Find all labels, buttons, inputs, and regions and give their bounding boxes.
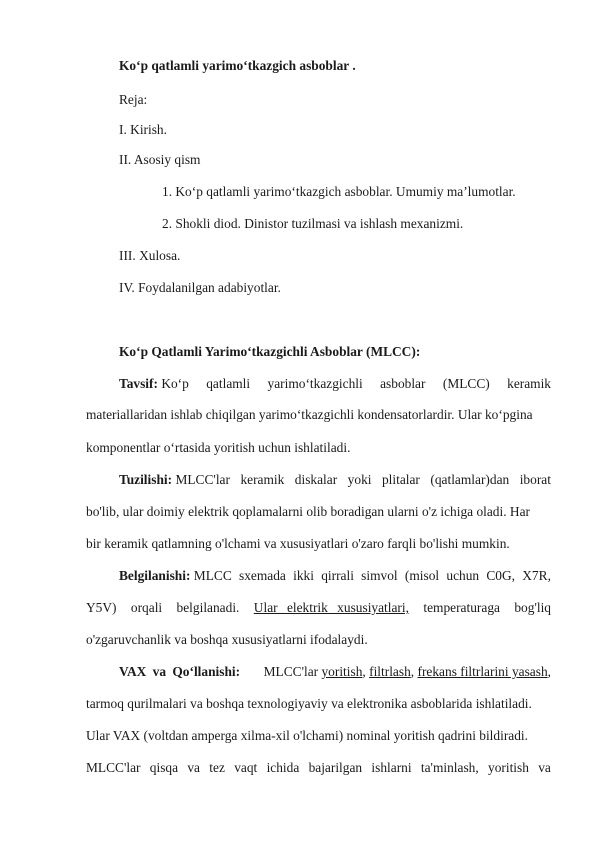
tavsif-label-and-word [119, 376, 189, 392]
belgilanishi-label-and-word [119, 568, 232, 584]
hyperlink-frekans-filtrlarini-yasash[interactable]: frekans filtrlarini yasash [417, 664, 548, 679]
vax-label: VAX va Qo‘llanishi: [119, 664, 241, 679]
word: qisqa [149, 760, 179, 775]
word: ikki [293, 568, 314, 583]
tavsif-line: materiallaridan ishlab chiqilgan yarimo‘tkazgichli kondensatorlardir. Ular ko‘pgina [86, 407, 533, 422]
word: temperaturaga [423, 600, 500, 615]
hyperlink-elektrik-xususiyatlari[interactable]: Ular elektrik xususiyatlari, [253, 600, 409, 615]
word: C0G, [486, 568, 516, 583]
word: yoki [347, 472, 372, 487]
hyperlink-filtrlash[interactable]: filtrlash [369, 664, 411, 679]
plan-item: II. Asosiy qism [119, 152, 201, 167]
word: asboblar [380, 376, 426, 391]
word: belgilanadi. [176, 600, 240, 615]
word: MLCC'lar [175, 472, 230, 487]
word: (MLCC) [442, 376, 490, 391]
word: Y5V) [86, 600, 117, 615]
word: orqali [130, 600, 163, 615]
word: yoritish [488, 760, 529, 775]
belgilanishi-paragraph-line [86, 600, 551, 616]
word: (misol [404, 568, 440, 583]
word: va [187, 760, 200, 775]
word: va [538, 760, 551, 775]
word: X7R, [522, 568, 551, 583]
plan-subitem: 1. Ko‘p qatlamli yarimo‘tkazgich asboblar. Umumiy ma’lumotlar. [162, 184, 516, 199]
belgilanishi-line: o'zgaruvchanlik va boshqa xususiyatlarni ifodalaydi. [86, 632, 368, 647]
tuzilishi-label-and-word [119, 472, 230, 488]
comma: , [362, 664, 366, 679]
word: ichida [266, 760, 300, 775]
word: MLCC'lar [86, 760, 141, 775]
belgilanishi-label: Belgilanishi: [119, 568, 191, 583]
plan-item: IV. Foydalanilgan adabiyotlar. [119, 280, 281, 295]
word: uchun [446, 568, 480, 583]
vax-line: Ular VAX (voltdan amperga xilma-xil o'lchami) nominal yoritish qadrini bildiradi. [86, 728, 528, 743]
word: ta'minlash, [420, 760, 479, 775]
word: yarimo‘tkazgichli [267, 376, 363, 391]
word: qirrali [321, 568, 354, 583]
word: ishlarni [371, 760, 412, 775]
word: Ko‘p [161, 376, 189, 391]
word: qatlamli [206, 376, 251, 391]
word: MLCC'lar [263, 664, 319, 679]
word: vaqt [234, 760, 258, 775]
plan-item: III. Xulosa. [119, 248, 181, 263]
plan-item: I. Kirish. [119, 122, 167, 137]
comma: , [547, 664, 551, 679]
hyperlink-yoritish[interactable]: yoritish [321, 664, 363, 679]
plan-label: Reja: [119, 92, 148, 107]
section-heading: Ko‘p Qatlamli Yarimo‘tkazgichli Asboblar (MLCC): [119, 344, 421, 359]
vax-paragraph-line [86, 760, 551, 776]
comma: , [410, 664, 415, 679]
document-title: Ko‘p qatlamli yarimo‘tkazgich asboblar . [119, 58, 356, 73]
word: simvol [361, 568, 398, 583]
word: diskalar [294, 472, 338, 487]
tuzilishi-line: bo'lib, ular doimiy elektrik qoplamalarni olib boradigan ularni o'z ichiga oladi. Har [86, 504, 530, 519]
word: MLCC [193, 568, 232, 583]
word: (qatlamlar)dan [430, 472, 510, 487]
vax-paragraph-line [119, 664, 551, 680]
vax-lead-and-links [264, 664, 551, 680]
belgilanishi-paragraph-line [119, 568, 551, 584]
word: keramik [507, 376, 551, 391]
word: iborat [519, 472, 551, 487]
tuzilishi-paragraph-line [119, 472, 551, 488]
tavsif-label: Tavsif: [119, 376, 158, 391]
word: keramik [240, 472, 285, 487]
tuzilishi-label: Tuzilishi: [119, 472, 173, 487]
word: bajarilgan [308, 760, 363, 775]
tavsif-line: komponentlar o‘rtasida yoritish uchun ishlatiladi. [86, 440, 351, 455]
word: sxemada [239, 568, 286, 583]
word: bog'liq [514, 600, 551, 615]
word: plitalar [381, 472, 420, 487]
vax-line: tarmoq qurilmalari va boshqa texnologiyaviy va elektronika asboblarida ishlatiladi. [86, 696, 532, 711]
plan-subitem: 2. Shokli diod. Dinistor tuzilmasi va ishlash mexanizmi. [162, 216, 464, 231]
tuzilishi-line: bir keramik qatlamning o'lchami va xususiyatlari o'zaro farqli bo'lishi mumkin. [86, 536, 510, 551]
word: tez [209, 760, 225, 775]
tavsif-paragraph-line [119, 376, 551, 392]
